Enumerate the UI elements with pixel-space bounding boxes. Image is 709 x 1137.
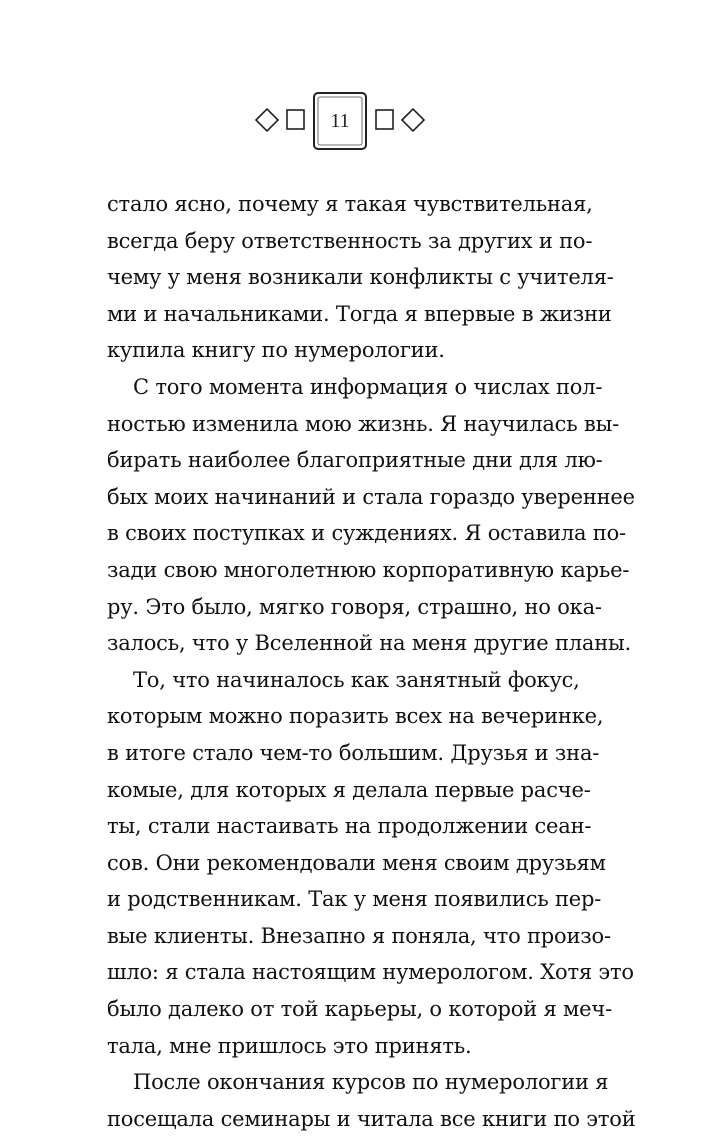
text-line: тала, мне пришлось это принять. bbox=[107, 1033, 472, 1058]
text-line: ты, стали настаивать на продолжении сеан- bbox=[107, 814, 592, 839]
text-line: шло: я стала настоящим нумерологом. Хотя это bbox=[107, 960, 634, 985]
text-line: С того момента информация о числах пол- bbox=[133, 374, 603, 399]
text-line: ру. Это было, мягко говоря, страшно, но ока- bbox=[107, 594, 602, 619]
text-line: сов. Они рекомендовали меня своим друзьям bbox=[107, 850, 606, 875]
text-line: залось, что у Вселенной на меня другие планы. bbox=[107, 631, 631, 656]
text-line: После окончания курсов по нумерологии я bbox=[133, 1070, 609, 1095]
right-diamond-ornament bbox=[402, 109, 424, 131]
text-line: То, что начиналось как занятный фокус, bbox=[133, 667, 580, 692]
right-square-ornament bbox=[376, 110, 393, 129]
paragraph bbox=[107, 1064, 636, 1137]
text-line: ностью изменила мою жизнь. Я научилась вы- bbox=[107, 411, 619, 436]
text-line: стало ясно, почему я такая чувствительная, bbox=[107, 192, 593, 216]
left-square-ornament bbox=[287, 110, 304, 129]
page-number: 11 bbox=[330, 110, 350, 132]
paragraph bbox=[107, 369, 635, 662]
text-line: вые клиенты. Внезапно я поняла, что произо- bbox=[107, 923, 611, 948]
text-line: которым можно поразить всех на вечеринке, bbox=[107, 704, 604, 729]
text-line: всегда беру ответственность за других и по- bbox=[107, 228, 593, 253]
body-text bbox=[107, 186, 636, 1137]
paragraph bbox=[107, 186, 614, 369]
text-line: было далеко от той карьеры, о которой я меч- bbox=[107, 997, 612, 1022]
text-line: ми и начальниками. Тогда я впервые в жизни bbox=[107, 301, 612, 326]
text-line: посещала семинары и читала все книги по этой bbox=[107, 1106, 636, 1131]
text-line: бых моих начинаний и стала гораздо увереннее bbox=[107, 484, 635, 509]
text-line: в своих поступках и суждениях. Я оставила по- bbox=[107, 521, 626, 546]
text-line: комые, для которых я делала первые расче- bbox=[107, 777, 591, 802]
page-number-ornament bbox=[254, 90, 454, 150]
text-line: бирать наиболее благоприятные дни для лю- bbox=[107, 448, 603, 473]
text-line: купила книгу по нумерологии. bbox=[107, 338, 445, 363]
paragraph bbox=[107, 662, 634, 1065]
text-line: чему у меня возникали конфликты с учителя- bbox=[107, 265, 614, 290]
text-line: в итоге стало чем-то большим. Друзья и зна- bbox=[107, 740, 600, 765]
page-header bbox=[254, 90, 454, 150]
text-line: и родственникам. Так у меня появились пер- bbox=[107, 887, 602, 912]
left-diamond-ornament bbox=[256, 109, 278, 131]
text-line: зади свою многолетнюю корпоративную карье- bbox=[107, 557, 630, 582]
